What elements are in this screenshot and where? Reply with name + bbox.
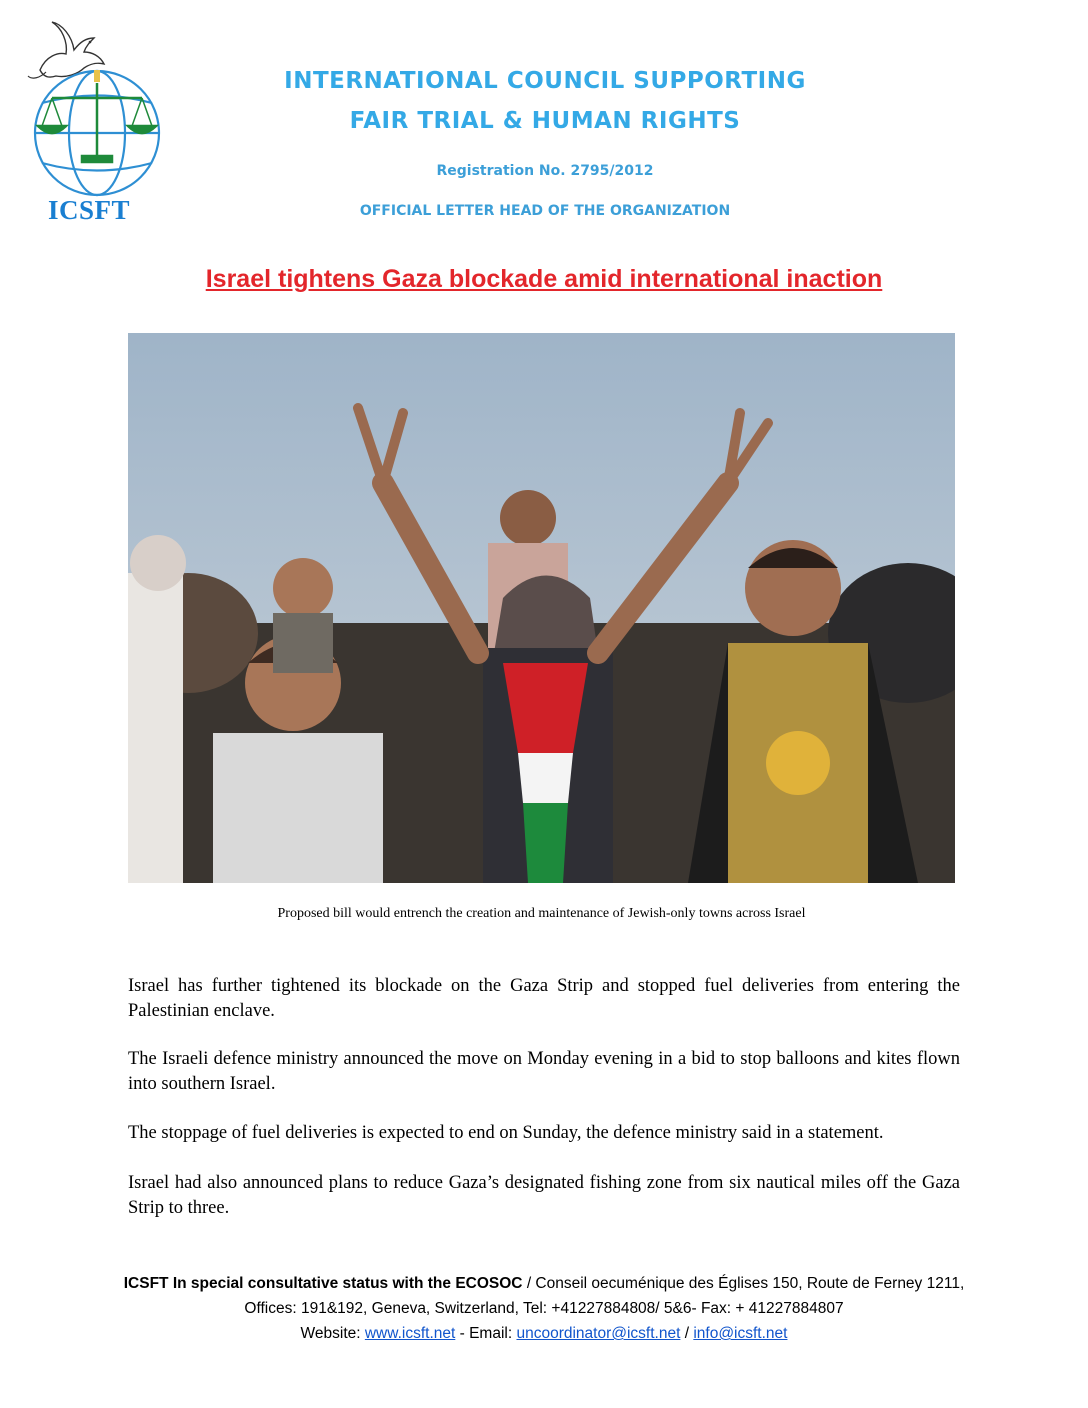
registration-number: Registration No. 2795/2012	[436, 163, 654, 179]
logo-text: ICSFT	[47, 195, 131, 225]
footer	[100, 1271, 988, 1346]
scales-icon	[38, 70, 156, 162]
letterhead-label: OFFICIAL LETTER HEAD OF THE ORGANIZATION	[359, 203, 731, 219]
article-paragraph: The Israeli defence ministry announced the move on Monday evening in a bid to stop balloons and kites flown into southern Israel.	[128, 1049, 960, 1094]
protest-photo	[128, 333, 955, 883]
article-headline: Israel tightens Gaza blockade amid international inaction	[205, 265, 883, 293]
org-name-line2: FAIR TRIAL & HUMAN RIGHTS	[349, 108, 741, 134]
email-label: - Email:	[455, 1325, 517, 1342]
article-paragraph: Israel had also announced plans to reduce Gaza’s designated fishing zone from six nautical miles off the Gaza Strip to three.	[128, 1173, 960, 1218]
email-link-info[interactable]: info@icsft.net	[693, 1325, 788, 1342]
dove-icon	[28, 22, 104, 78]
photo-caption: Proposed bill would entrench the creation and maintenance of Jewish-only towns across Israel	[277, 906, 806, 921]
footer-status: ICSFT In special consultative status with the ECOSOC	[123, 1275, 523, 1292]
email-link-coordinator[interactable]: uncoordinator@icsft.net	[516, 1325, 681, 1342]
article-paragraph: Israel has further tightened its blockade on the Gaza Strip and stopped fuel deliveries from entering the Palestinian enclave.	[128, 976, 960, 1021]
email-separator: /	[680, 1325, 694, 1342]
website-label: Website:	[300, 1325, 365, 1342]
footer-address: / Conseil oecuménique des Églises 150, Route de Ferney 1211, Offices: 191&192, Geneva, Switzerland, Tel: +41227884808/ 5&6- Fax: + 41227884807	[244, 1275, 965, 1317]
org-name-line1: INTERNATIONAL COUNCIL SUPPORTING	[284, 68, 806, 94]
website-link[interactable]: www.icsft.net	[364, 1325, 456, 1342]
article-paragraph: The stoppage of fuel deliveries is expected to end on Sunday, the defence ministry said in a statement.	[128, 1123, 884, 1143]
